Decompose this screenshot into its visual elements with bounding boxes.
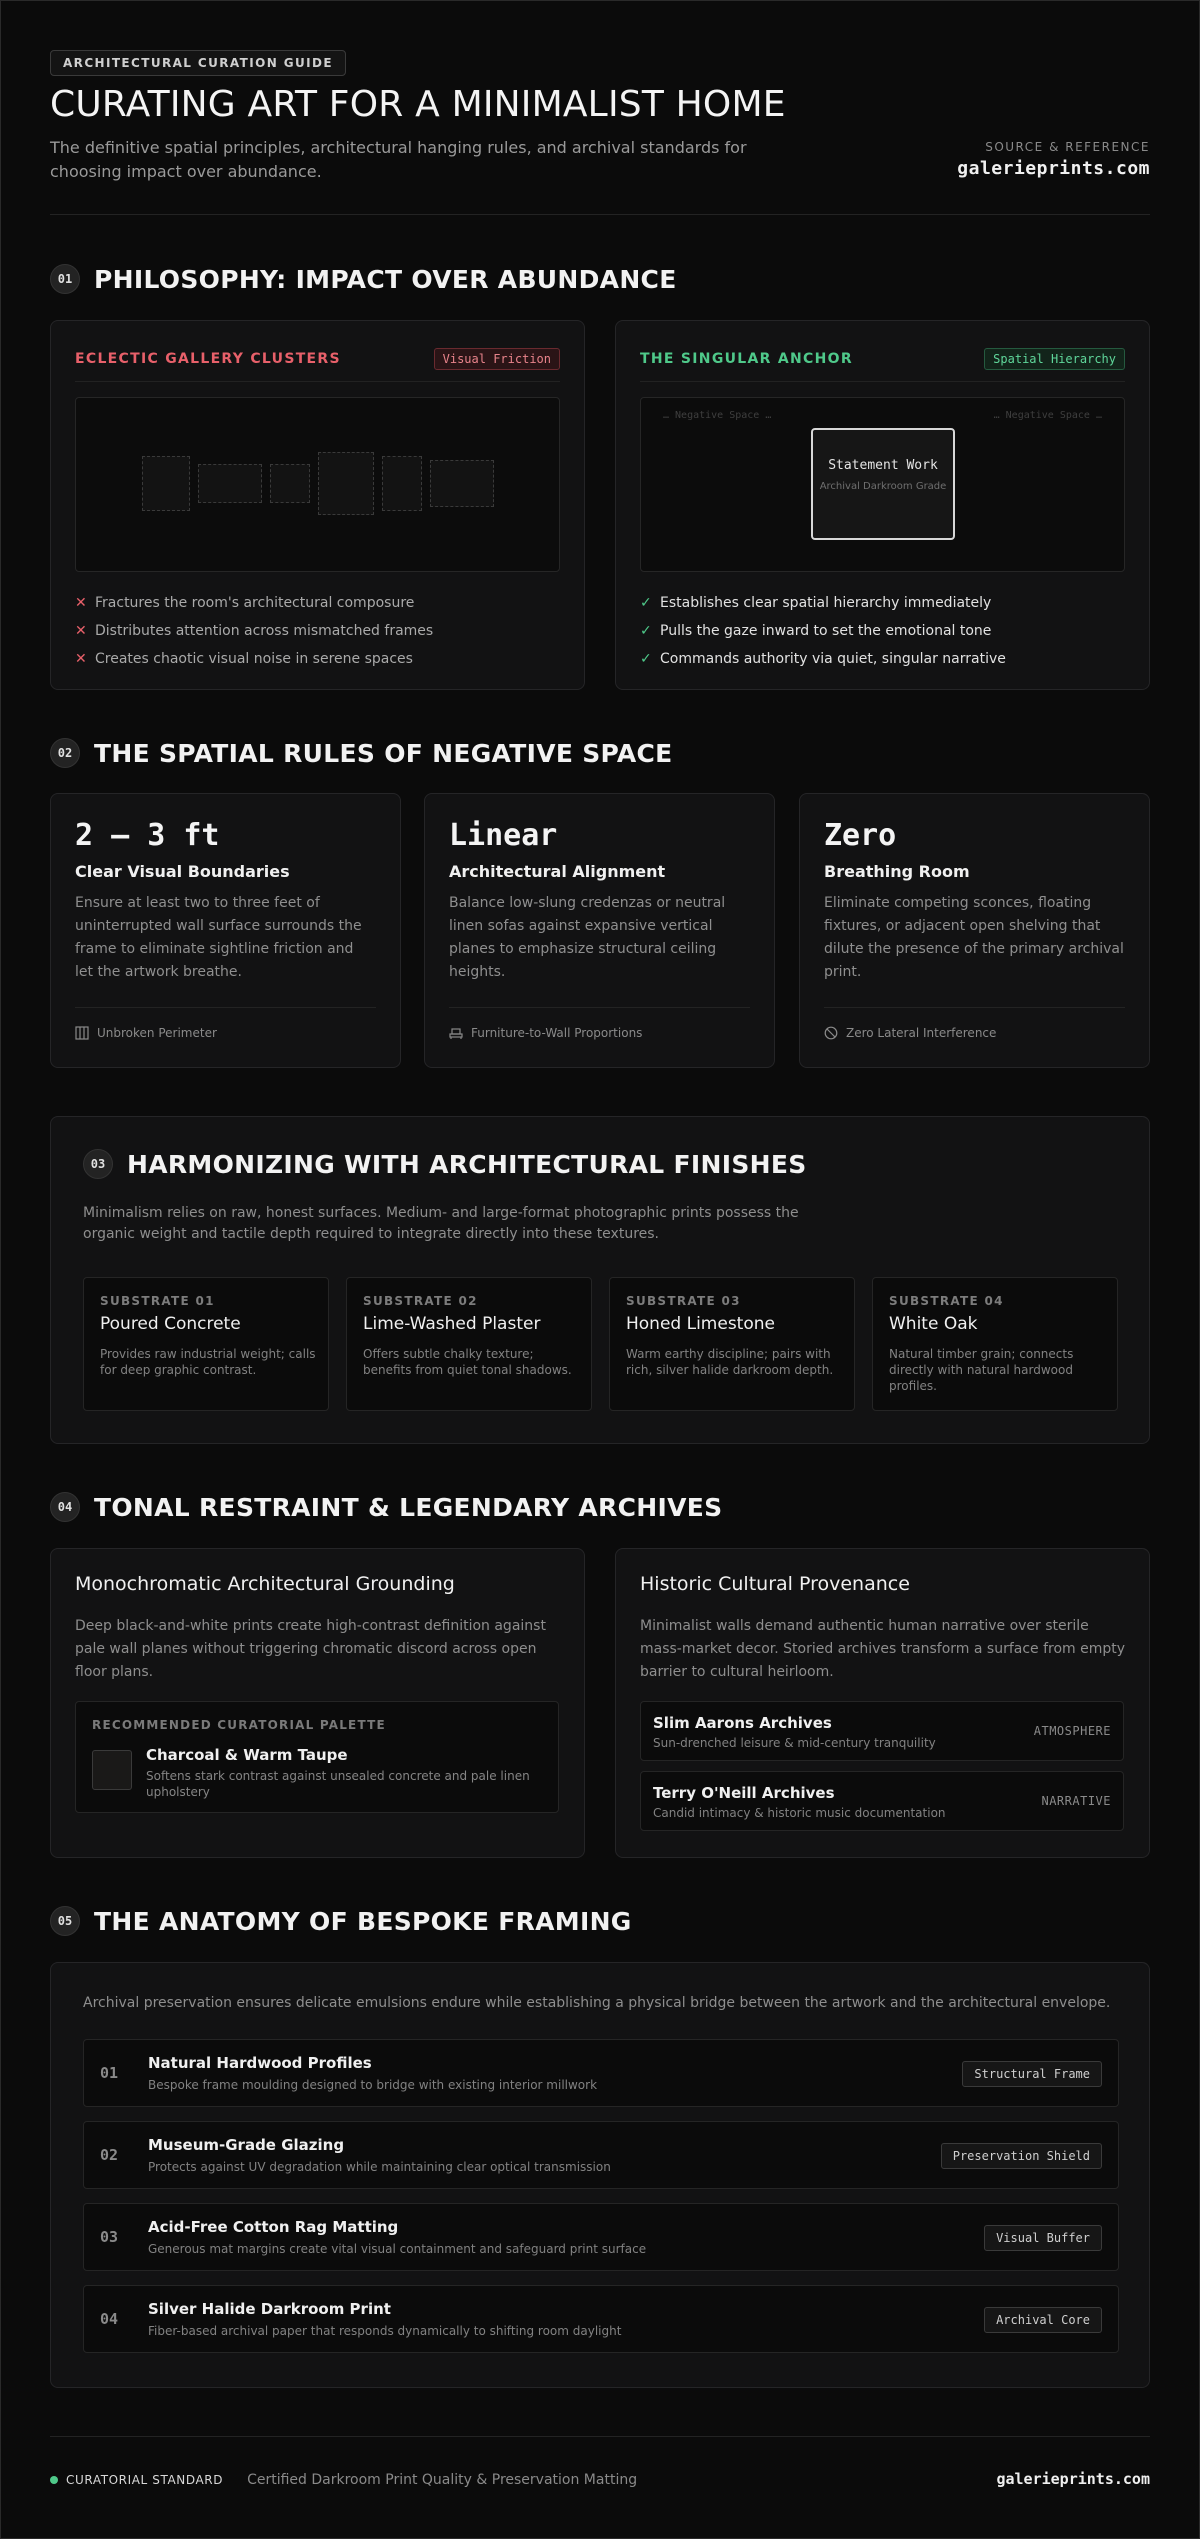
substrate-label: SUBSTRATE 04 — [889, 1294, 1004, 1308]
framing-layer — [83, 2039, 1119, 2107]
certification-text: Certified Darkroom Print Quality & Preservation Matting — [247, 2472, 638, 2488]
section-title: PHILOSOPHY: IMPACT OVER ABUNDANCE — [94, 264, 677, 294]
negative-space-label: … Negative Space … — [663, 410, 772, 421]
source-domain[interactable]: galerieprints.com — [957, 158, 1150, 179]
cluster-frame — [198, 464, 262, 503]
finishes-panel — [50, 1116, 1150, 1444]
divider — [824, 1007, 1125, 1008]
section-number: 05 — [50, 1906, 80, 1936]
source-label: SOURCE & REFERENCE — [985, 140, 1150, 154]
substrate-card — [83, 1277, 329, 1411]
substrate-label: SUBSTRATE 02 — [363, 1294, 478, 1308]
section-title: THE SPATIAL RULES OF NEGATIVE SPACE — [94, 738, 673, 768]
archive-tag: ATMOSPHERE — [1033, 1724, 1111, 1738]
section-title: THE ANATOMY OF BESPOKE FRAMING — [94, 1906, 632, 1936]
layer-description: Fiber-based archival paper that responds dynamically to shifting room daylight — [148, 2324, 622, 2338]
rule-card-breathing-room — [799, 793, 1150, 1068]
eclectic-card — [50, 320, 585, 690]
substrate-card — [872, 1277, 1118, 1411]
card-description: Minimalist walls demand authentic human narrative over sterile mass-market decor. Storied archives transform a surface from empty barrier to cultural heirloom. — [640, 1618, 1126, 1680]
palette-name: Charcoal & Warm Taupe — [146, 1746, 348, 1764]
layer-number: 04 — [100, 2310, 119, 2328]
columns-icon — [75, 1026, 89, 1040]
singular-anchor-illustration — [640, 397, 1125, 572]
layer-tag: Preservation Shield — [941, 2143, 1102, 2169]
curatorial-palette — [75, 1701, 559, 1813]
palette-description: Softens stark contrast against unsealed concrete and pale linen upholstery — [146, 1769, 530, 1799]
footer-domain-link[interactable]: galerieprints.com — [996, 2470, 1150, 2488]
framing-intro: Archival preservation ensures delicate emulsions endure while establishing a physical bridge between the artwork and the architectural envelope. — [83, 1995, 1111, 2011]
list-item: ✕ Fractures the room's architectural composure — [75, 595, 415, 611]
archive-description: Candid intimacy & historic music documentation — [653, 1806, 946, 1820]
rule-description: Ensure at least two to three feet of uninterrupted wall surface surrounds the frame to eliminate sightline friction and let the artwork breathe. — [75, 895, 362, 980]
divider — [75, 1007, 376, 1008]
cluster-frame — [270, 464, 310, 503]
cluster-frame — [382, 456, 422, 511]
section-number: 03 — [83, 1149, 113, 1179]
footer — [50, 2470, 1150, 2490]
substrate-name: White Oak — [889, 1314, 978, 1334]
check-icon: ✓ — [640, 623, 652, 639]
cross-icon: ✕ — [75, 651, 87, 667]
section-spatial-header — [50, 736, 673, 770]
status-dot-icon — [50, 2476, 58, 2484]
rule-heading: Clear Visual Boundaries — [75, 862, 290, 881]
visual-friction-badge: Visual Friction — [434, 348, 560, 370]
substrate-description: Provides raw industrial weight; calls for deep graphic contrast. — [100, 1347, 316, 1377]
check-icon: ✓ — [640, 651, 652, 667]
divider — [449, 1007, 750, 1008]
archive-name: Terry O'Neill Archives — [653, 1784, 835, 1802]
substrate-name: Honed Limestone — [626, 1314, 775, 1334]
rule-card-boundaries — [50, 793, 401, 1068]
section-philosophy-header — [50, 262, 677, 296]
divider — [75, 381, 560, 382]
substrate-name: Lime-Washed Plaster — [363, 1314, 541, 1334]
substrate-card — [609, 1277, 855, 1411]
section-tonal-header — [50, 1490, 722, 1524]
layer-name: Natural Hardwood Profiles — [148, 2054, 372, 2072]
header-divider — [50, 214, 1150, 215]
layer-name: Silver Halide Darkroom Print — [148, 2300, 391, 2318]
section-number: 02 — [50, 738, 80, 768]
statement-work-frame — [811, 428, 955, 540]
framing-layer — [83, 2121, 1119, 2189]
list-item: ✓ Pulls the gaze inward to set the emotional tone — [640, 623, 992, 639]
rule-footer: Furniture-to-Wall Proportions — [449, 1026, 642, 1040]
layer-description: Bespoke frame moulding designed to bridge with existing interior millwork — [148, 2078, 598, 2092]
footer-divider — [50, 2436, 1150, 2437]
framing-panel — [50, 1962, 1150, 2388]
section-framing-header — [50, 1904, 632, 1938]
list-item: ✕ Creates chaotic visual noise in serene spaces — [75, 651, 413, 667]
rule-description: Eliminate competing sconces, floating fixtures, or adjacent open shelving that dilute the presence of the primary archival print. — [824, 895, 1124, 980]
substrate-description: Warm earthy discipline; pairs with rich, silver halide darkroom depth. — [626, 1347, 834, 1377]
page-title: CURATING ART FOR A MINIMALIST HOME — [50, 84, 786, 125]
page-subtitle: The definitive spatial principles, architectural hanging rules, and archival standards for choosing impact over abundance. — [50, 138, 747, 181]
archive-name: Slim Aarons Archives — [653, 1714, 832, 1732]
substrate-card — [346, 1277, 592, 1411]
cross-icon: ✕ — [75, 595, 87, 611]
anchor-points — [640, 589, 1006, 673]
layer-tag: Archival Core — [984, 2307, 1102, 2333]
archive-tag: NARRATIVE — [1041, 1794, 1111, 1808]
layer-description: Protects against UV degradation while maintaining clear optical transmission — [148, 2160, 611, 2174]
anchor-card — [615, 320, 1150, 690]
archive-description: Sun-drenched leisure & mid-century tranquility — [653, 1736, 936, 1750]
eclectic-points — [75, 589, 433, 673]
curatorial-standard: CURATORIAL STANDARD — [66, 2473, 224, 2487]
substrate-label: SUBSTRATE 01 — [100, 1294, 215, 1308]
gallery-cluster-illustration — [75, 397, 560, 572]
list-item: ✓ Establishes clear spatial hierarchy immediately — [640, 595, 992, 611]
rule-card-alignment — [424, 793, 775, 1068]
rule-value: 2 – 3 ft — [75, 818, 220, 853]
section-title: HARMONIZING WITH ARCHITECTURAL FINISHES — [127, 1149, 807, 1179]
section-title: TONAL RESTRAINT & LEGENDARY ARCHIVES — [94, 1492, 723, 1522]
rule-footer: Unbroken Perimeter — [75, 1026, 217, 1040]
palette-label: RECOMMENDED CURATORIAL PALETTE — [92, 1718, 386, 1732]
prohibited-icon — [824, 1026, 838, 1040]
layer-name: Museum-Grade Glazing — [148, 2136, 345, 2154]
rule-value: Linear — [449, 818, 558, 853]
framing-layer — [83, 2285, 1119, 2353]
sofa-icon — [449, 1026, 463, 1040]
finishes-intro: Minimalism relies on raw, honest surfaces. Medium- and large-format photographic prints possess the organic weight and tactile depth required to integrate directly into these textures. — [83, 1205, 799, 1242]
anchor-title: THE SINGULAR ANCHOR — [640, 351, 853, 367]
substrate-description: Natural timber grain; connects directly with natural hardwood profiles. — [889, 1347, 1074, 1393]
provenance-card — [615, 1548, 1150, 1858]
statement-subtitle: Archival Darkroom Grade — [819, 481, 947, 492]
layer-number: 03 — [100, 2228, 119, 2246]
archive-item — [640, 1701, 1124, 1761]
palette-swatch — [92, 1750, 132, 1790]
card-title: Historic Cultural Provenance — [640, 1573, 910, 1595]
guide-tag: ARCHITECTURAL CURATION GUIDE — [50, 50, 346, 76]
cluster-frame — [318, 452, 374, 515]
layer-number: 02 — [100, 2146, 119, 2164]
cluster-frame — [142, 456, 190, 511]
section-number: 04 — [50, 1492, 80, 1522]
eclectic-title: ECLECTIC GALLERY CLUSTERS — [75, 351, 341, 367]
cross-icon: ✕ — [75, 623, 87, 639]
rule-footer: Zero Lateral Interference — [824, 1026, 996, 1040]
card-title: Monochromatic Architectural Grounding — [75, 1573, 455, 1595]
layer-name: Acid-Free Cotton Rag Matting — [148, 2218, 399, 2236]
rule-description: Balance low-slung credenzas or neutral linen sofas against expansive vertical planes to emphasize structural ceiling heights. — [449, 895, 726, 980]
list-item: ✓ Commands authority via quiet, singular narrative — [640, 651, 1006, 667]
section-number: 01 — [50, 264, 80, 294]
negative-space-label: … Negative Space … — [993, 410, 1102, 421]
layer-tag: Structural Frame — [962, 2061, 1102, 2087]
statement-title: Statement Work — [828, 458, 938, 473]
section-finishes-header — [83, 1147, 807, 1181]
archive-item — [640, 1771, 1124, 1831]
spatial-hierarchy-badge: Spatial Hierarchy — [984, 348, 1125, 370]
rule-heading: Breathing Room — [824, 862, 970, 881]
framing-layer — [83, 2203, 1119, 2271]
substrate-description: Offers subtle chalky texture; benefits from quiet tonal shadows. — [363, 1347, 572, 1377]
layer-description: Generous mat margins create vital visual containment and safeguard print surface — [148, 2242, 647, 2256]
layer-number: 01 — [100, 2064, 119, 2082]
card-description: Deep black-and-white prints create high-contrast definition against pale wall planes without triggering chromatic discord across open floor plans. — [75, 1618, 546, 1680]
check-icon: ✓ — [640, 595, 652, 611]
monochromatic-card — [50, 1548, 585, 1858]
list-item: ✕ Distributes attention across mismatched frames — [75, 623, 434, 639]
divider — [640, 381, 1125, 382]
substrate-name: Poured Concrete — [100, 1314, 241, 1334]
rule-heading: Architectural Alignment — [449, 862, 666, 881]
cluster-frame — [430, 460, 494, 507]
rule-value: Zero — [824, 818, 897, 853]
substrate-label: SUBSTRATE 03 — [626, 1294, 741, 1308]
layer-tag: Visual Buffer — [984, 2225, 1102, 2251]
